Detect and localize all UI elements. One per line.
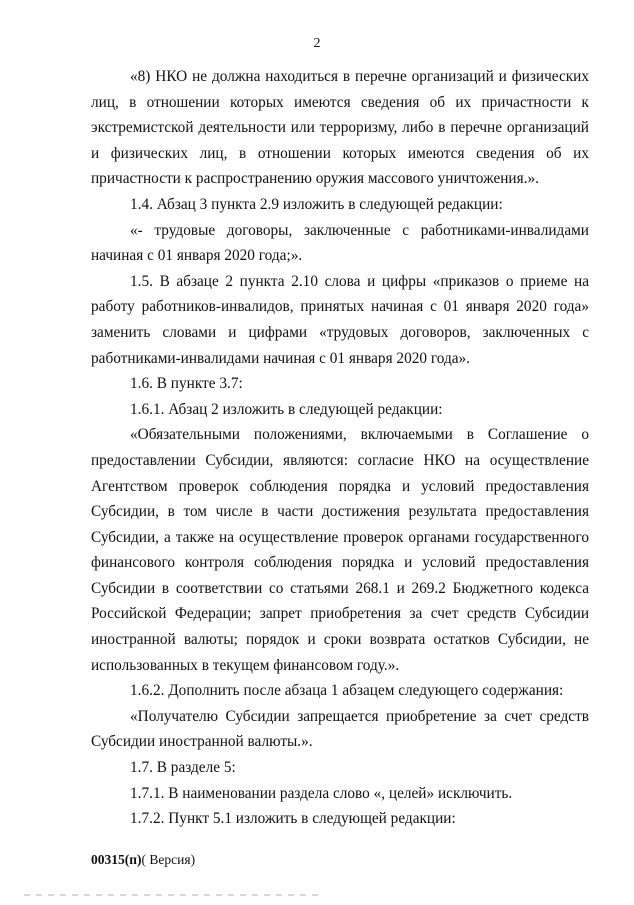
paragraph: 1.7.1. В наименовании раздела слово «, целей» исключить. <box>130 784 513 802</box>
document-version: ( Версия) <box>141 852 196 867</box>
paragraph: 1.6.2. Дополнить после абзаца 1 абзацем следующего содержания: <box>130 682 564 700</box>
paragraph: 1.7. В разделе 5: <box>130 759 236 777</box>
paragraph: «Получателю Субсидии запрещается приобретение за счет средств Субсидии иностранной валюты.». <box>91 707 589 751</box>
document-footer <box>91 852 195 868</box>
paragraph: 1.5. В абзаце 2 пункта 2.10 слова и цифры «приказов о приеме на работу работников-инвалидов, принятых начиная с 01 января 2020 года» заменить словами и цифрами «трудовых договоров, заключенных с работниками-инвалидами начиная с 01 января 2020 года». <box>91 272 589 367</box>
paragraph: 1.6. В пункте 3.7: <box>130 375 243 393</box>
paragraph: «- трудовые договоры, заключенные с работниками-инвалидами начиная с 01 января 2020 года;». <box>91 221 589 265</box>
paragraph: 1.4. Абзац 3 пункта 2.9 изложить в следующей редакции: <box>130 195 503 213</box>
paragraph: «Обязательными положениями, включаемыми в Соглашение о предоставлении Субсидии, являются: согласие НКО на осуществление Агентством проверок соблюдения порядка и условий предоставления Субсидии, в том числе в части достижения результата предоставления Субсидии, а также на осуществление проверок органами государственного финансового контроля соблюдения порядка и условий предоставления Субсидии в соответствии со статьями 268.1 и 269.2 Бюджетного кодекса Российской Федерации; запрет приобретения за счет средств Субсидии иностранной валюты; порядок и сроки возврата остатков Субсидии, не использованных в текущем финансовом году.». <box>91 426 589 674</box>
paragraph: 1.6.1. Абзац 2 изложить в следующей редакции: <box>130 400 443 418</box>
scan-artifact <box>24 894 324 896</box>
paragraph: «8) НКО не должна находиться в перечне организаций и физических лиц, в отношении которых имеются сведения об их причастности к экстремистской деятельности или терроризму, либо в перечне организаций и физических лиц, в отношении которых имеются сведения об их причастности к распространению оружия массового уничтожения.». <box>91 68 589 188</box>
paragraph: 1.7.2. Пункт 5.1 изложить в следующей редакции: <box>130 810 456 828</box>
document-body <box>91 64 589 832</box>
document-code: 00315(п) <box>91 852 142 867</box>
page-number: 2 <box>313 36 321 51</box>
